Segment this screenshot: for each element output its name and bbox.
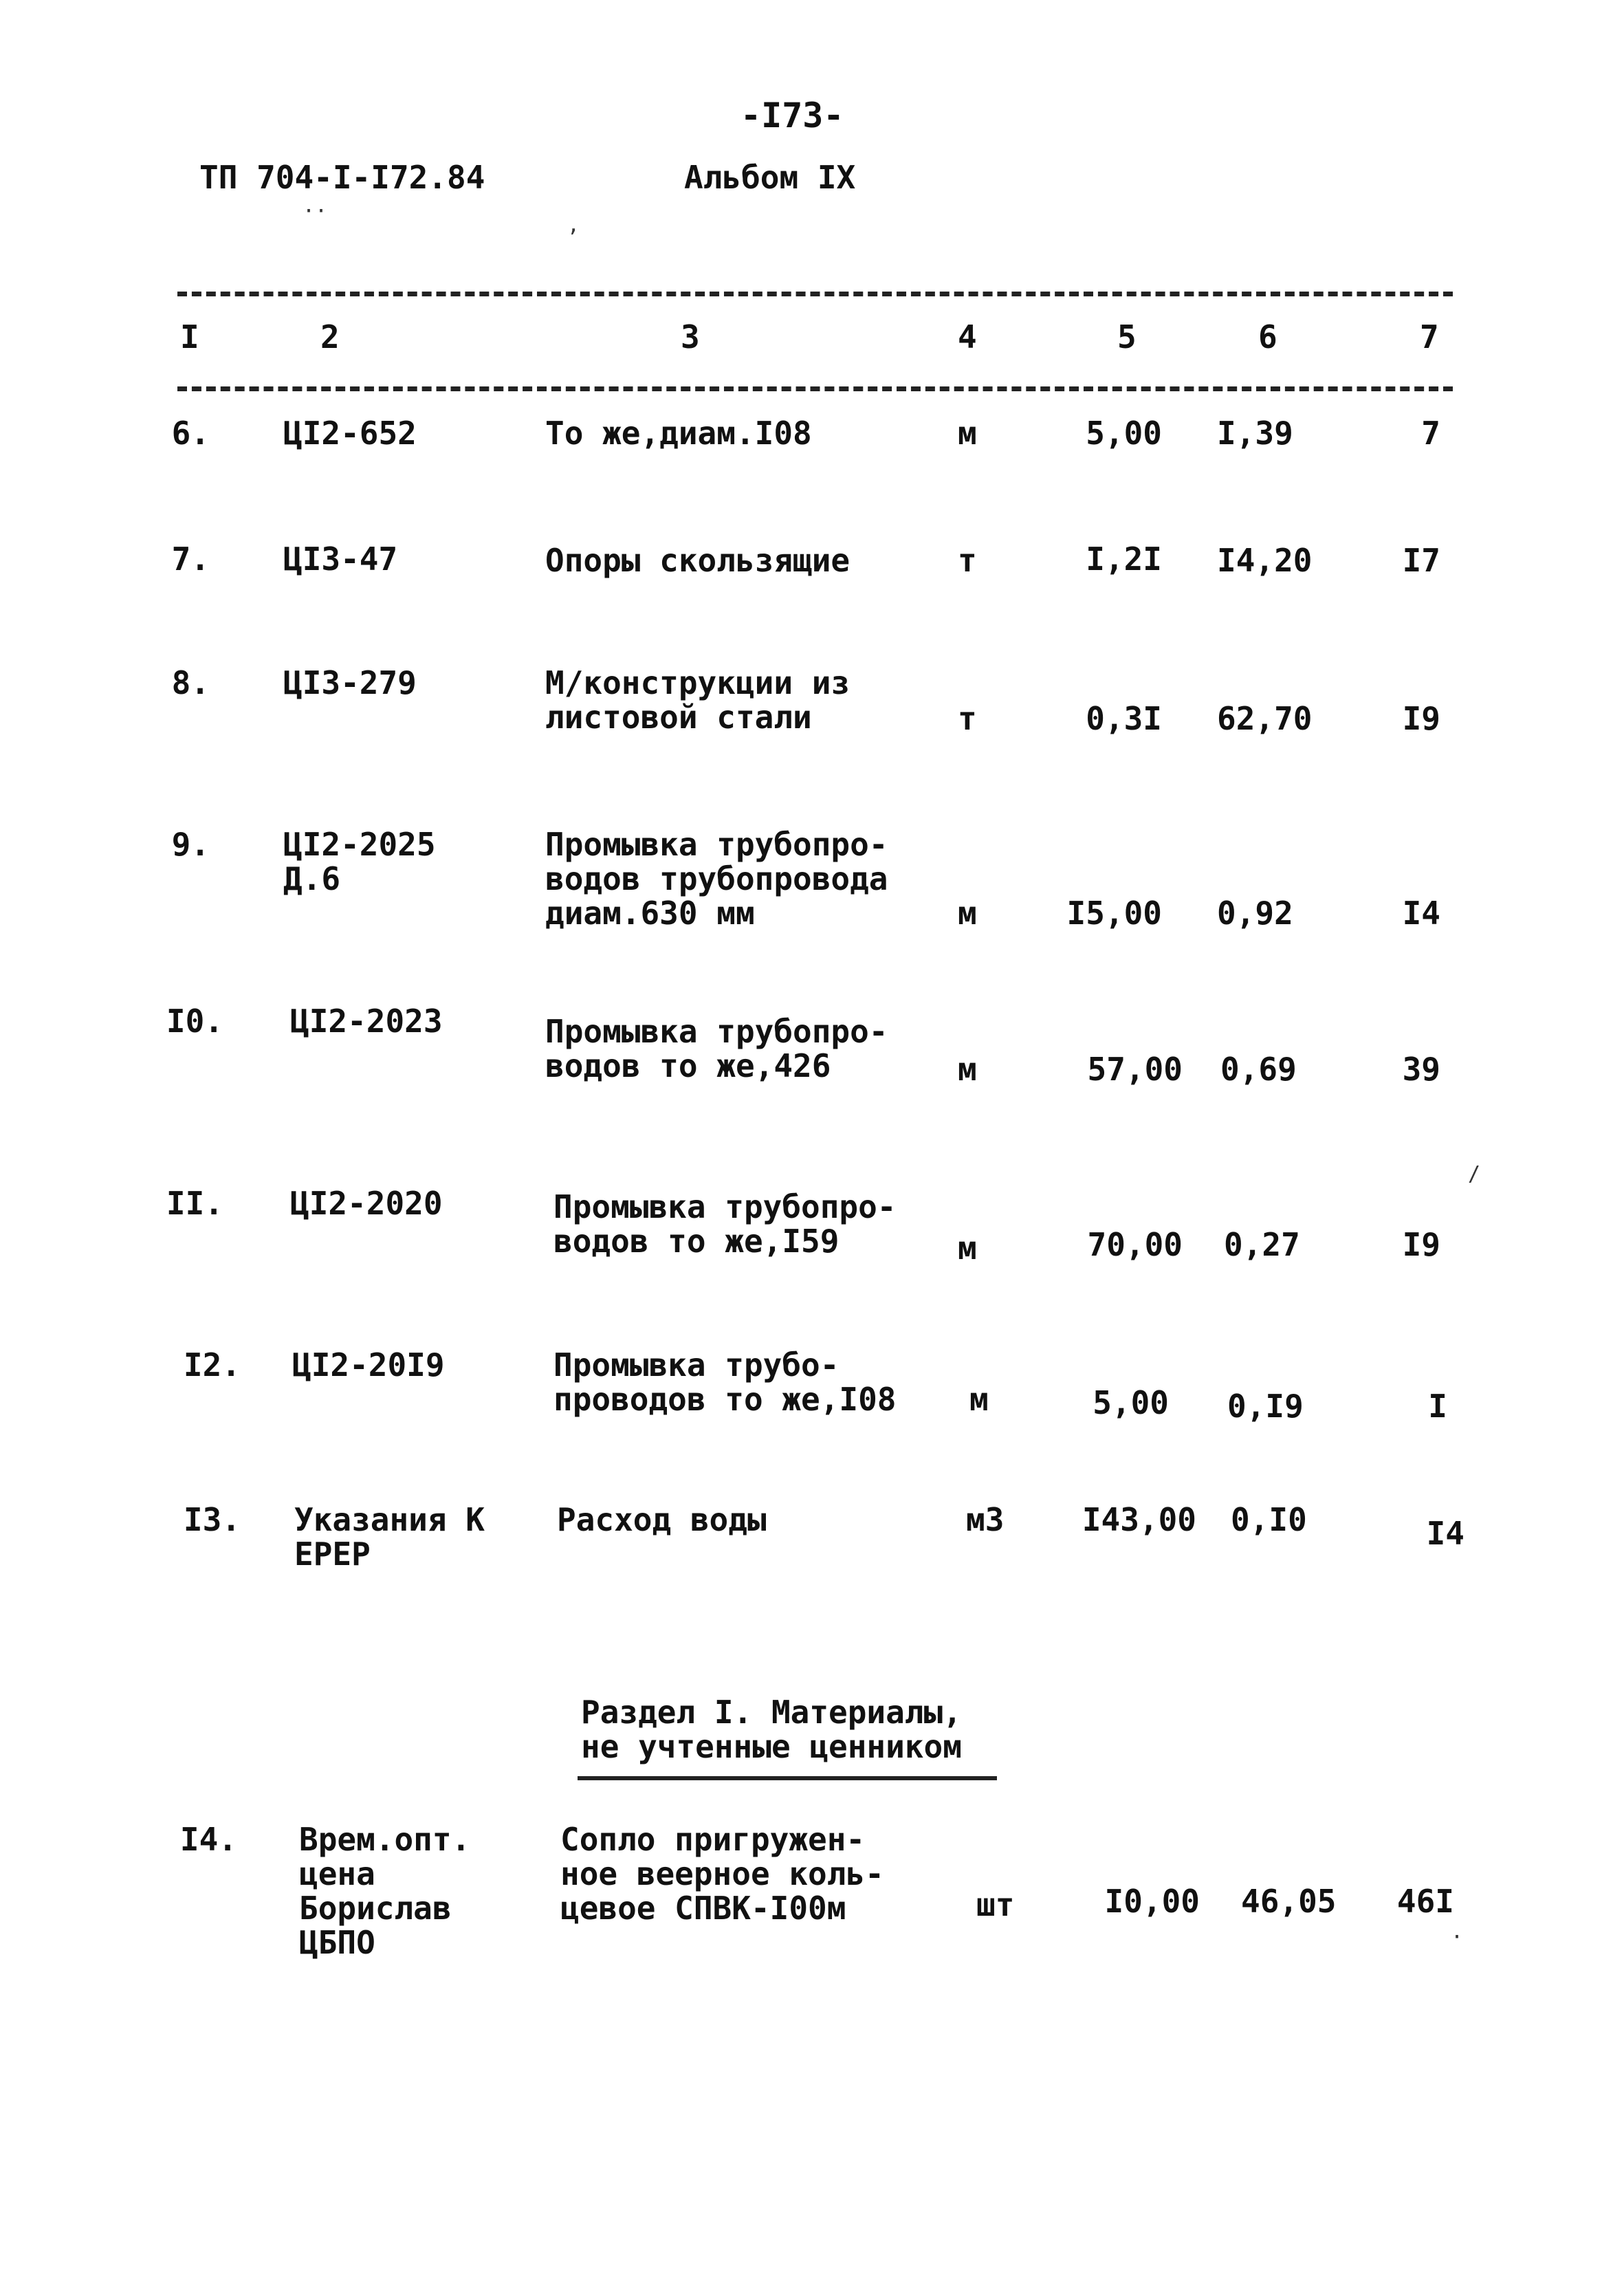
row-code: ЦI2-2025 Д.6 xyxy=(283,826,436,897)
row-quantity: 70,00 xyxy=(1087,1226,1183,1263)
row-code: ЦI2-652 xyxy=(283,415,417,452)
col-header-7: 7 xyxy=(1420,318,1439,356)
row-total: I9 xyxy=(1402,700,1440,737)
row-total: I xyxy=(1428,1388,1447,1425)
row-number: 9. xyxy=(171,826,210,863)
row-price: 0,I9 xyxy=(1227,1388,1304,1425)
row-quantity: 5,00 xyxy=(1093,1384,1169,1421)
row-number: I4. xyxy=(179,1821,237,1858)
row-description: Опоры скользящие xyxy=(545,542,851,579)
row-description: Промывка трубопро- водов то же,426 xyxy=(545,1013,888,1084)
row-number: 8. xyxy=(171,664,210,701)
row-number: 7. xyxy=(171,540,210,578)
row-description: Расход воды xyxy=(557,1501,767,1538)
row-unit: м xyxy=(958,1229,977,1267)
row-price: 0,27 xyxy=(1224,1226,1300,1263)
row-description: Промывка трубопро- водов трубопровода диам.630 мм xyxy=(545,826,888,932)
row-unit: т xyxy=(958,542,977,579)
row-code: Врем.опт. цена Борислав ЦБПО xyxy=(299,1821,471,1961)
row-number: I3. xyxy=(183,1501,241,1538)
section-heading-underline xyxy=(578,1776,997,1780)
row-unit: т xyxy=(958,700,977,737)
row-unit: м xyxy=(969,1381,989,1418)
col-header-2: 2 xyxy=(320,318,340,356)
row-quantity: I,2I xyxy=(1086,540,1162,578)
row-quantity: I5,00 xyxy=(1066,895,1162,932)
row-description: Промывка трубо- проводов то же,I08 xyxy=(553,1346,897,1418)
row-total: I4 xyxy=(1402,895,1440,932)
row-price: 0,I0 xyxy=(1231,1501,1307,1538)
scan-speck: ·· xyxy=(303,199,328,223)
row-number: I2. xyxy=(183,1346,241,1384)
row-price: I,39 xyxy=(1217,415,1293,452)
row-description: То же,диам.I08 xyxy=(545,415,812,452)
row-price: 0,92 xyxy=(1217,895,1293,932)
row-number: 6. xyxy=(171,415,210,452)
row-total: I4 xyxy=(1426,1515,1464,1552)
row-quantity: 57,00 xyxy=(1087,1051,1183,1088)
row-price: I4,20 xyxy=(1217,542,1313,579)
row-price: 0,69 xyxy=(1220,1051,1297,1088)
row-unit: м xyxy=(958,415,977,452)
row-unit: шт xyxy=(976,1886,1015,1923)
row-code: ЦI2-2023 xyxy=(290,1003,443,1040)
row-quantity: 0,3I xyxy=(1086,700,1162,737)
col-header-3: 3 xyxy=(681,318,700,356)
row-quantity: 5,00 xyxy=(1086,415,1162,452)
row-description: Сопло пригружен- ное веерное коль- цевое СПВК-I00м xyxy=(560,1821,884,1927)
row-description: Промывка трубопро- водов то же,I59 xyxy=(553,1188,897,1260)
row-total: 39 xyxy=(1402,1051,1440,1088)
row-total: I7 xyxy=(1402,542,1440,579)
row-code: ЦI3-279 xyxy=(283,664,417,701)
row-unit: м xyxy=(958,1051,977,1088)
col-header-4: 4 xyxy=(958,318,977,356)
row-price: 62,70 xyxy=(1217,700,1313,737)
row-total: 46I xyxy=(1396,1883,1454,1920)
row-total: I9 xyxy=(1402,1226,1440,1263)
header-top-rule xyxy=(177,292,1453,296)
scan-speck: / xyxy=(1468,1162,1481,1186)
header-bottom-rule xyxy=(177,386,1453,391)
row-unit: м3 xyxy=(966,1501,1005,1538)
row-quantity: I43,00 xyxy=(1082,1501,1196,1538)
row-description: М/конструкции из листовой стали xyxy=(545,664,851,736)
doc-code: ТП 704-I-I72.84 xyxy=(199,159,485,196)
row-code: Указания К ЕРЕР xyxy=(294,1501,485,1573)
col-header-6: 6 xyxy=(1258,318,1277,356)
row-number: II. xyxy=(166,1185,223,1222)
col-header-1: I xyxy=(180,318,199,356)
col-header-5: 5 xyxy=(1117,318,1137,356)
scan-speck: · xyxy=(1451,1925,1464,1949)
album-title: Альбом IX xyxy=(684,159,856,196)
section-heading: Раздел I. Материалы, не учтенные ценником xyxy=(581,1694,962,1765)
row-number: I0. xyxy=(166,1003,223,1040)
row-unit: м xyxy=(958,895,977,932)
row-code: ЦI2-20I9 xyxy=(292,1346,445,1384)
row-quantity: I0,00 xyxy=(1104,1883,1200,1920)
row-total: 7 xyxy=(1421,415,1440,452)
row-price: 46,05 xyxy=(1241,1883,1337,1920)
scan-speck: , xyxy=(567,213,580,237)
row-code: ЦI3-47 xyxy=(283,540,398,578)
row-code: ЦI2-2020 xyxy=(290,1185,443,1222)
page-number: -I73- xyxy=(740,96,844,135)
